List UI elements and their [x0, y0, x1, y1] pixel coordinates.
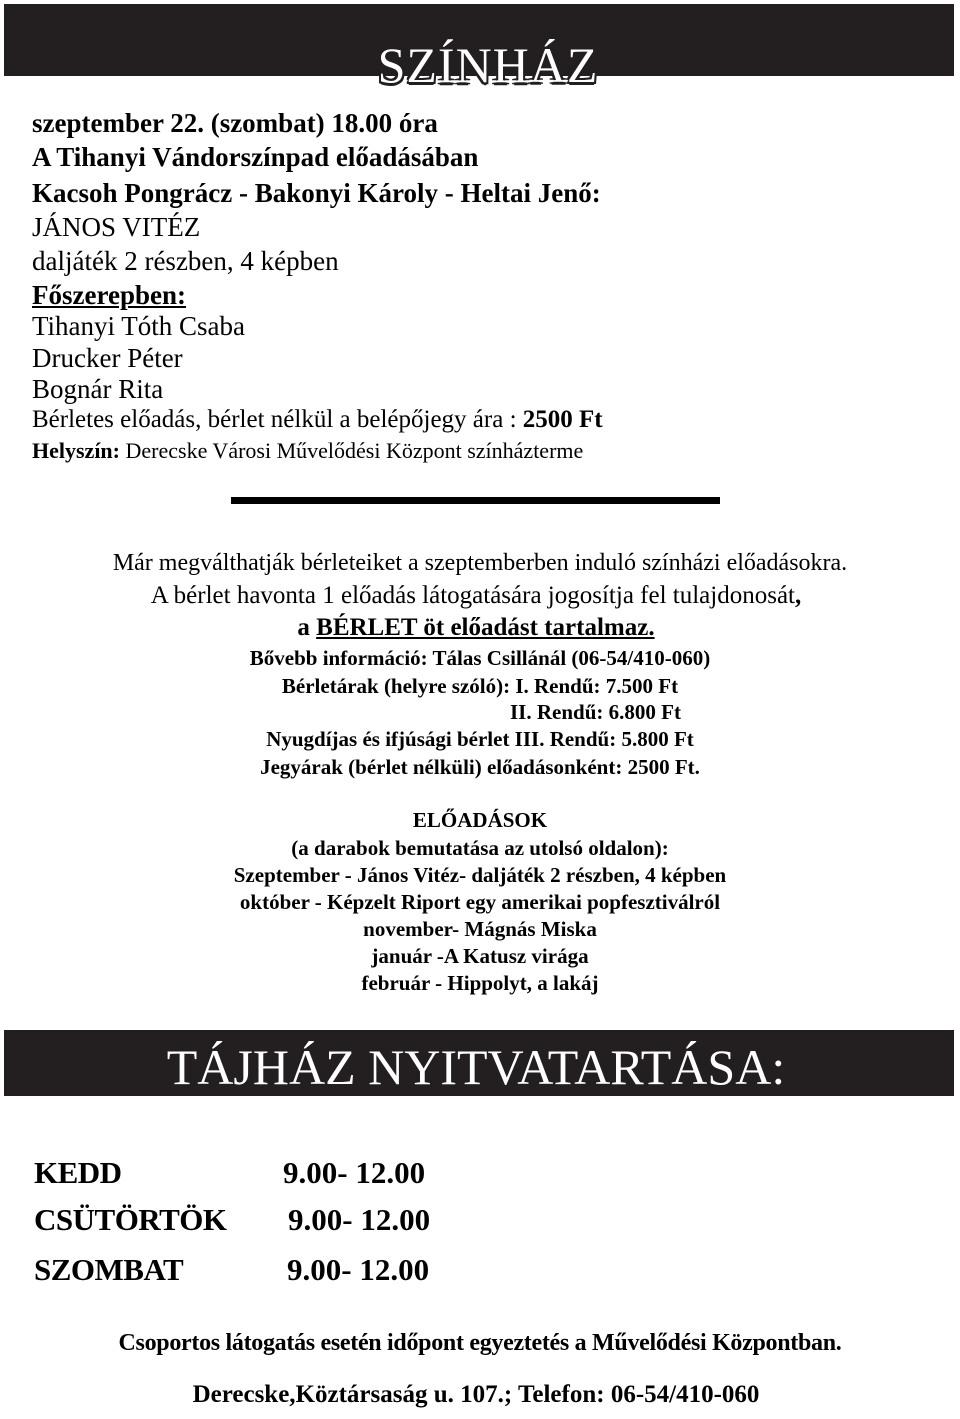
subscription-line-1: Már megválthatják bérleteiket a szeptemberben induló színházi előadásokra.	[112, 550, 848, 576]
subscription-line-2	[0, 583, 956, 608]
subscription-line-2-text: A bérlet havonta 1 előadás látogatására jogosítja fel tulajdonosát	[150, 582, 795, 609]
cast-member: Bognár Rita	[32, 374, 164, 404]
subscription-line-2-comma: ,	[795, 582, 802, 609]
cast-member: Tihanyi Tóth Csaba	[32, 311, 246, 341]
subscription-line-3-prefix: a	[297, 614, 317, 641]
performances-subheading: (a darabok bemutatása az utolsó oldalon):	[291, 836, 669, 860]
play-genre: daljáték 2 részben, 4 képben	[32, 246, 339, 276]
venue-label: Helyszín:	[32, 438, 120, 463]
event-company: A Tihanyi Vándorszínpad előadásában	[32, 142, 479, 172]
section-divider	[231, 497, 720, 504]
ticket-text: Bérletes előadás, bérlet nélkül a belépőjegy ára :	[32, 406, 523, 433]
performance-item: október - Képzelt Riport egy amerikai popfesztiválról	[239, 890, 721, 914]
price-line: Bérletárak (helyre szóló): I. Rendű: 7.500 Ft	[281, 674, 679, 698]
cast-member: Drucker Péter	[32, 343, 183, 373]
page-title: SZÍNHÁZ	[377, 37, 599, 93]
event-date: szeptember 22. (szombat) 18.00 óra	[32, 108, 438, 138]
performances-heading: ELŐADÁSOK	[412, 808, 548, 832]
performance-item: november- Mágnás Miska	[363, 917, 597, 941]
performance-item: január -A Katusz virága	[371, 944, 589, 968]
group-visit-note: Csoportos látogatás esetén időpont egyeztetés a Művelődési Központban.	[118, 1330, 842, 1356]
subscription-contents: BÉRLET öt előadást tartalmaz.	[316, 614, 655, 641]
opening-hours-title: TÁJHÁZ NYITVATARTÁSA:	[166, 1039, 786, 1095]
subscription-line-3	[0, 615, 956, 640]
day-label: SZOMBAT	[34, 1252, 184, 1287]
day-label: KEDD	[34, 1155, 122, 1190]
cast-label: Főszerepben:	[32, 280, 186, 310]
play-title: JÁNOS VITÉZ	[32, 212, 201, 242]
header-banner	[4, 4, 954, 93]
hours-value: 9.00- 12.00	[287, 1252, 430, 1287]
price-line: Jegyárak (bérlet nélküli) előadásonként: 2500 Ft.	[260, 755, 700, 779]
venue-info	[32, 440, 583, 462]
performance-item: február - Hippolyt, a lakáj	[361, 971, 599, 995]
ticket-info	[32, 407, 603, 432]
ticket-price: 2500 Ft	[522, 406, 603, 433]
performance-item: Szeptember - János Vitéz- daljáték 2 részben, 4 képben	[233, 863, 727, 887]
price-line: Nyugdíjas és ifjúsági bérlet III. Rendű: 5.800 Ft	[266, 727, 694, 751]
day-label: CSÜTÖRTÖK	[34, 1202, 227, 1237]
venue-text: Derecske Városi Művelődési Központ színházterme	[120, 438, 584, 463]
opening-hours-banner	[4, 1030, 954, 1096]
event-authors: Kacsoh Pongrácz - Bakonyi Károly - Heltai Jenő:	[32, 178, 601, 208]
info-line: Bővebb információ: Tálas Csillánál (06-54/410-060)	[249, 646, 711, 670]
hours-value: 9.00- 12.00	[283, 1155, 426, 1190]
price-line: II. Rendű: 6.800 Ft	[510, 700, 681, 724]
contact-address: Derecske,Köztársaság u. 107.; Telefon: 06-54/410-060	[192, 1381, 760, 1408]
hours-value: 9.00- 12.00	[288, 1202, 431, 1237]
